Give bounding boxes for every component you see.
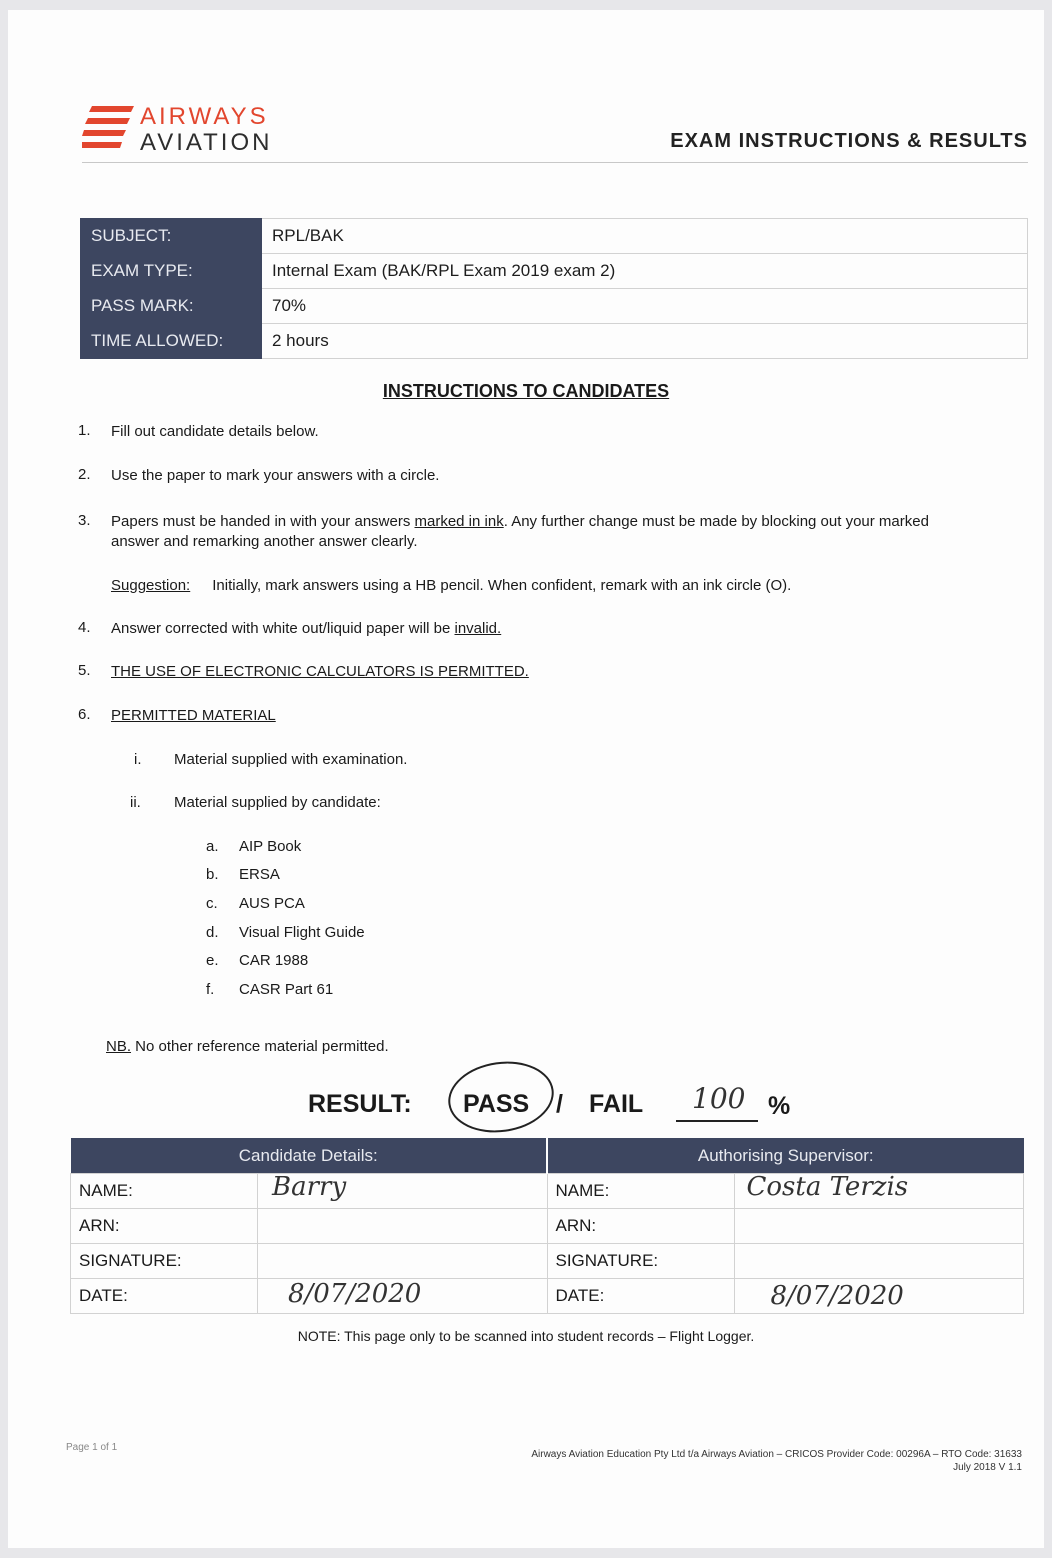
footer-company: Airways Aviation Education Pty Ltd t/a Airways Aviation – CRICOS Provider Code: 00296A – RTO Code: 31633: [531, 1449, 1022, 1460]
candidate-name-label: NAME:: [71, 1174, 258, 1209]
exam-page: [8, 10, 1044, 1548]
nb-label: NB.: [106, 1038, 132, 1055]
result-label: RESULT:: [308, 1090, 412, 1118]
list-item: AUS PCA: [239, 895, 305, 912]
supervisor-arn-label: ARN:: [547, 1209, 734, 1244]
item-number: 2.: [78, 466, 91, 483]
details-table: [70, 1138, 1024, 1314]
supervisor-arn-field[interactable]: [734, 1209, 1024, 1244]
info-label: EXAM TYPE:: [81, 254, 262, 289]
list-item: CASR Part 61: [239, 981, 334, 998]
list-letter: a.: [206, 838, 219, 855]
material-text: Material supplied with examination.: [174, 751, 408, 768]
candidate-details-header: Candidate Details:: [71, 1138, 548, 1174]
info-row: [81, 254, 1028, 289]
header-divider: [82, 162, 1028, 163]
supervisor-signature-field[interactable]: [734, 1244, 1024, 1279]
signature-row: [71, 1244, 1024, 1279]
list-item: CAR 1988: [239, 952, 309, 969]
svg-text:AIRWAYS: AIRWAYS: [140, 103, 269, 130]
result-pass: PASS: [463, 1090, 530, 1118]
instructions-title: INSTRUCTIONS TO CANDIDATES: [382, 381, 670, 401]
instruction-emphasis: marked in ink: [414, 513, 504, 530]
item-number: 4.: [78, 619, 91, 636]
list-letter: f.: [206, 981, 215, 998]
item-number: 1.: [78, 422, 91, 439]
item-number: 6.: [78, 706, 91, 723]
candidate-name-field[interactable]: [258, 1174, 548, 1209]
info-value: 2 hours: [262, 324, 1028, 359]
info-label: TIME ALLOWED:: [81, 324, 262, 359]
roman-numeral: i.: [134, 751, 142, 768]
instruction-text-part: Papers must be handed in with your answers: [111, 513, 415, 530]
instruction-text: [111, 512, 1021, 552]
candidate-arn-field[interactable]: [258, 1209, 548, 1244]
nb-text: No other reference material permitted.: [131, 1038, 389, 1055]
list-letter: c.: [206, 895, 218, 912]
instruction-emphasis: invalid.: [454, 620, 502, 637]
suggestion-text: Initially, mark answers using a HB pencil. When confident, remark with an ink circle (O).: [212, 577, 792, 594]
suggestion: [111, 576, 791, 596]
info-row: [81, 324, 1028, 359]
candidate-signature-field[interactable]: [258, 1244, 548, 1279]
list-letter: d.: [206, 924, 219, 941]
supervisor-name-handwriting: Costa Terzis: [746, 1172, 909, 1202]
name-row: [71, 1174, 1024, 1209]
info-value: Internal Exam (BAK/RPL Exam 2019 exam 2): [262, 254, 1028, 289]
list-letter: e.: [206, 952, 219, 969]
nb-note: [106, 1037, 389, 1057]
candidate-date-field[interactable]: [258, 1279, 548, 1314]
details-header-row: [71, 1138, 1024, 1174]
supervisor-signature-label: SIGNATURE:: [547, 1244, 734, 1279]
result-percent: %: [768, 1092, 791, 1120]
suggestion-label: Suggestion:: [111, 577, 191, 594]
instruction-text: Use the paper to mark your answers with a circle.: [111, 467, 440, 484]
candidate-signature-label: SIGNATURE:: [71, 1244, 258, 1279]
list-item: Visual Flight Guide: [239, 924, 365, 941]
supervisor-date-handwriting: 8/07/2020: [770, 1281, 904, 1311]
page-number: Page 1 of 1: [66, 1442, 118, 1453]
supervisor-name-field[interactable]: [734, 1174, 1024, 1209]
instruction-text: PERMITTED MATERIAL: [111, 707, 276, 724]
candidate-name-handwriting: Barry: [272, 1172, 347, 1202]
result-score: 100: [692, 1082, 746, 1115]
arn-row: [71, 1209, 1024, 1244]
candidate-arn-label: ARN:: [71, 1209, 258, 1244]
info-row: [81, 289, 1028, 324]
info-value: 70%: [262, 289, 1028, 324]
page-heading: EXAM INSTRUCTIONS & RESULTS: [670, 130, 1028, 152]
result-fail: FAIL: [589, 1090, 644, 1118]
list-item: ERSA: [239, 866, 280, 883]
info-label: SUBJECT:: [81, 219, 262, 254]
instruction-text-part: answer and remarking another answer clearly.: [111, 533, 418, 550]
instruction-text-part: . Any further change must be made by blocking out your marked: [503, 513, 929, 530]
airways-aviation-logo: [82, 102, 372, 162]
supervisor-date-field[interactable]: [734, 1279, 1024, 1314]
list-letter: b.: [206, 866, 219, 883]
result-slash: /: [556, 1090, 563, 1118]
supervisor-name-label: NAME:: [547, 1174, 734, 1209]
footer-version: July 2018 V 1.1: [953, 1462, 1022, 1473]
footer-info: [531, 1448, 1022, 1474]
item-number: 3.: [78, 512, 91, 529]
supervisor-header: Authorising Supervisor:: [547, 1138, 1024, 1174]
svg-text:AVIATION: AVIATION: [140, 129, 273, 156]
scan-note: NOTE: This page only to be scanned into student records – Flight Logger.: [297, 1328, 755, 1344]
exam-info-table: [80, 218, 1028, 359]
date-row: [71, 1279, 1024, 1314]
instruction-text: Fill out candidate details below.: [111, 423, 319, 440]
score-underline: [676, 1120, 758, 1122]
info-row: [81, 219, 1028, 254]
candidate-date-handwriting: 8/07/2020: [288, 1279, 422, 1309]
list-item: AIP Book: [239, 838, 302, 855]
supervisor-date-label: DATE:: [547, 1279, 734, 1314]
info-label: PASS MARK:: [81, 289, 262, 324]
material-text: Material supplied by candidate:: [174, 794, 381, 811]
candidate-date-label: DATE:: [71, 1279, 258, 1314]
instruction-text: [111, 619, 501, 639]
instruction-text-part: Answer corrected with white out/liquid paper will be: [111, 620, 455, 637]
item-number: 5.: [78, 662, 91, 679]
info-value: RPL/BAK: [262, 219, 1028, 254]
roman-numeral: ii.: [130, 794, 141, 811]
instruction-text: THE USE OF ELECTRONIC CALCULATORS IS PERMITTED.: [111, 663, 529, 680]
